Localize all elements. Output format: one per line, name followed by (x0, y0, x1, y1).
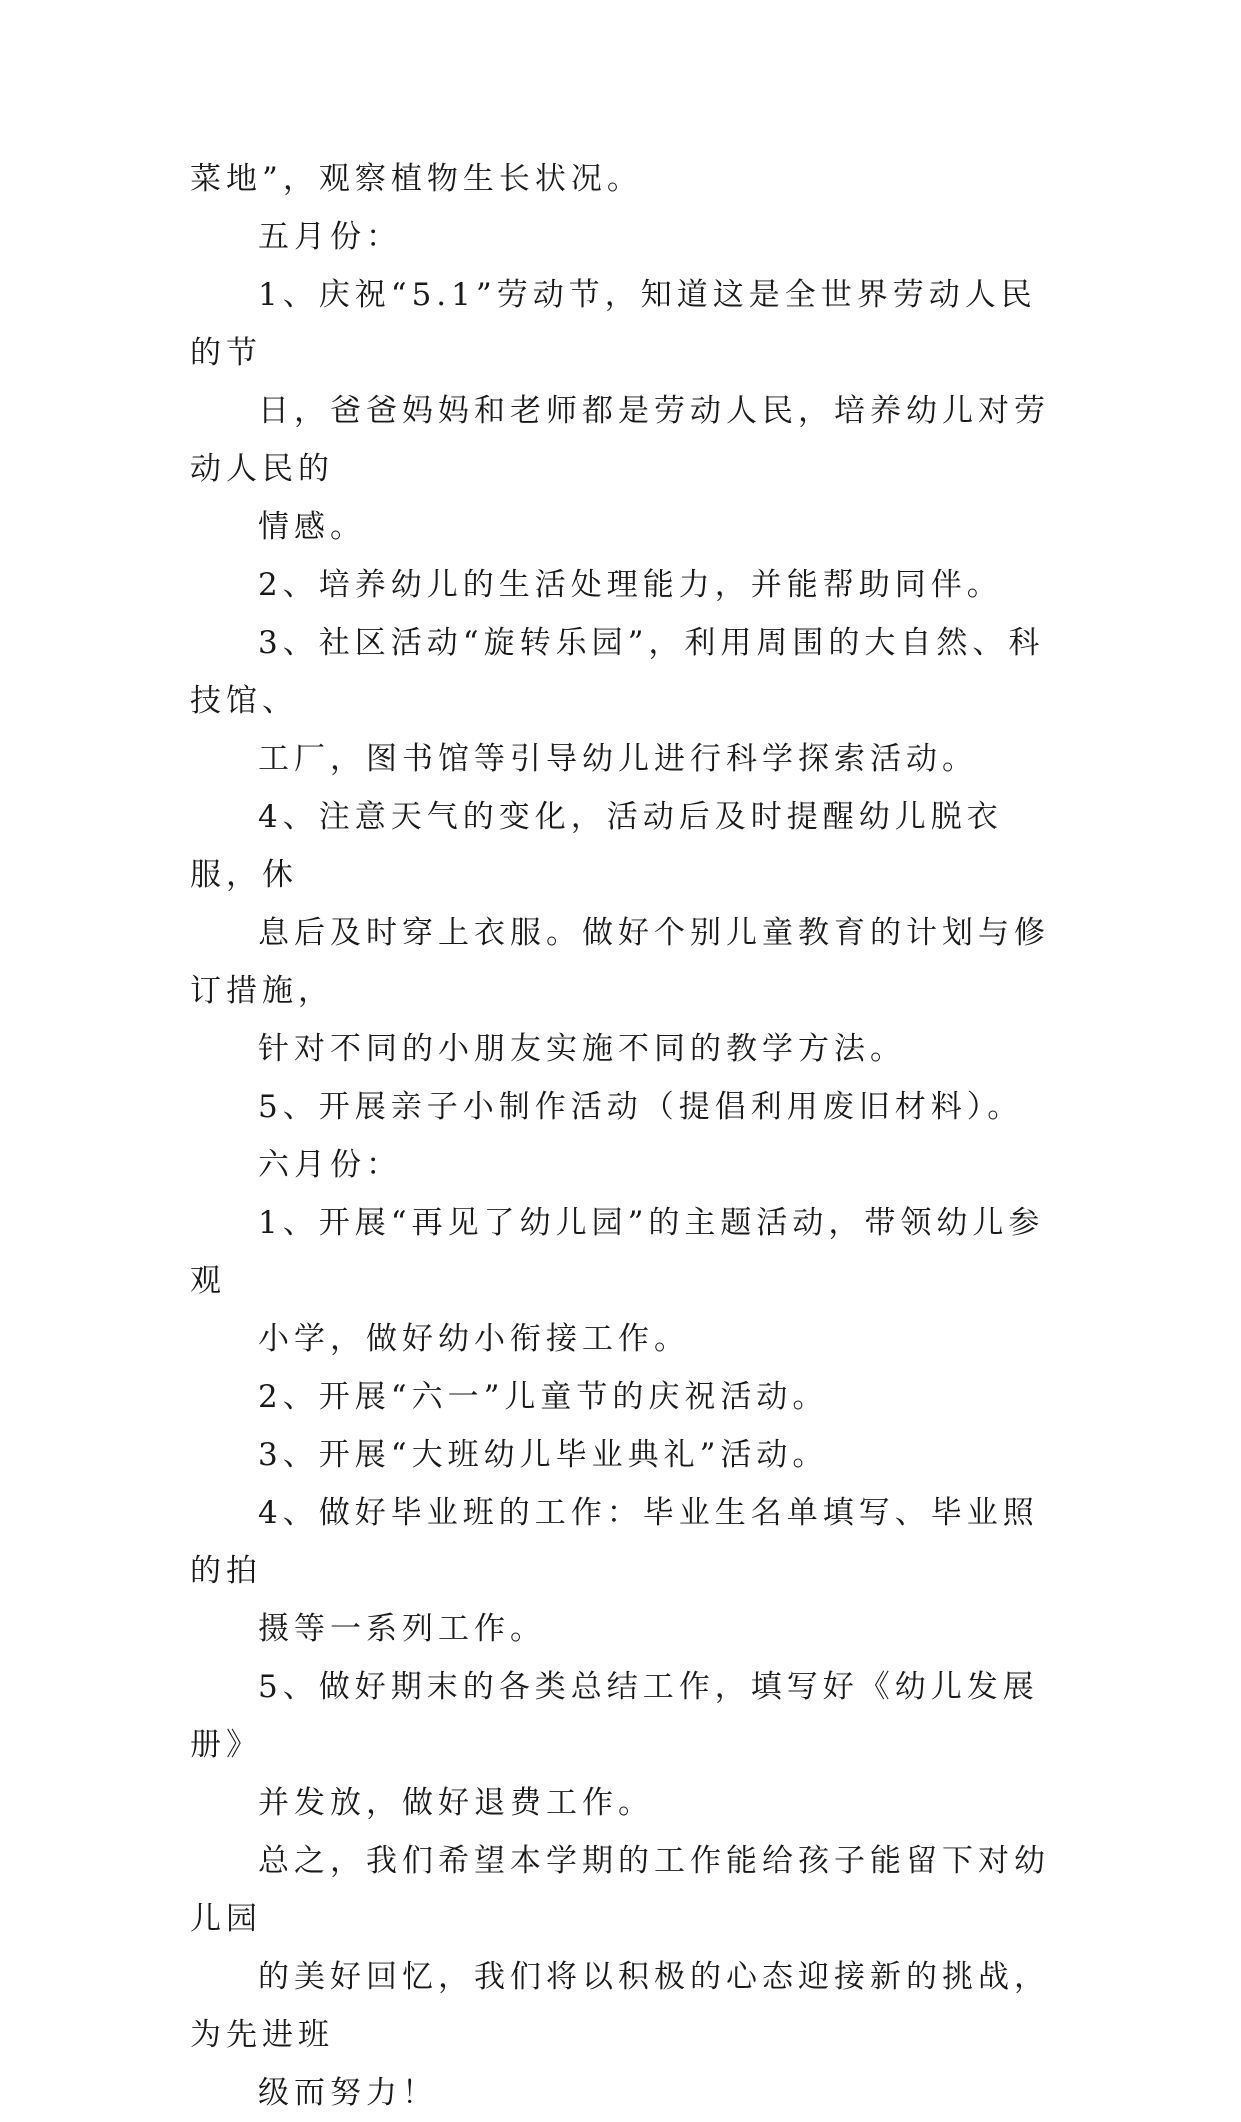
paragraph-line: 息后及时穿上衣服。做好个别儿童教育的计划与修订措施， (190, 915, 1050, 1009)
paragraph (190, 614, 1070, 788)
paragraph-line: 总之，我们希望本学期的工作能给孩子能留下对幼儿园 (190, 1843, 1050, 1937)
paragraph (190, 1832, 1070, 2122)
paragraph (190, 556, 1070, 614)
paragraph-line: 五月份： (258, 219, 402, 255)
paragraph-line: 2、开展“六一”儿童节的庆祝活动。 (258, 1379, 829, 1415)
paragraph-line: 1、庆祝“5.1”劳动节，知道这是全世界劳动人民的节 (190, 277, 1037, 371)
paragraph (190, 266, 1070, 556)
paragraph-line: 并发放，做好退费工作。 (258, 1785, 654, 1821)
paragraph-line: 5、开展亲子小制作活动（提倡利用废旧材料）。 (258, 1089, 1024, 1125)
paragraph (190, 1658, 1070, 1832)
paragraph-line: 摄等一系列工作。 (258, 1611, 546, 1647)
paragraph-line: 2、培养幼儿的生活处理能力，并能帮助同伴。 (258, 567, 1003, 603)
paragraph-line: 4、做好毕业班的工作：毕业生名单填写、毕业照的拍 (190, 1495, 1039, 1589)
paragraph (190, 1194, 1070, 1368)
paragraph-line: 六月份： (258, 1147, 402, 1183)
paragraph-line: 情感。 (258, 509, 366, 545)
paragraph-line: 日，爸爸妈妈和老师都是劳动人民，培养幼儿对劳动人民的 (190, 393, 1050, 487)
paragraph (190, 150, 1070, 208)
paragraph-line: 小学，做好幼小衔接工作。 (258, 1321, 690, 1357)
paragraph (190, 1368, 1070, 1426)
paragraph (190, 788, 1070, 1078)
paragraph (190, 1426, 1070, 1484)
paragraph-line: 的美好回忆，我们将以积极的心态迎接新的挑战，为先进班 (190, 1959, 1050, 2053)
paragraph-line: 菜地”，观察植物生长状况。 (190, 161, 643, 197)
paragraph (190, 1136, 1070, 1194)
paragraph-line: 3、社区活动“旋转乐园”，利用周围的大自然、科技馆、 (190, 625, 1045, 719)
paragraph-line: 1、开展“再见了幼儿园”的主题活动，带领幼儿参观 (190, 1205, 1045, 1299)
paragraph-line: 级而努力！ (258, 2075, 438, 2111)
paragraph-line: 工厂，图书馆等引导幼儿进行科学探索活动。 (258, 741, 978, 777)
paragraph-line: 3、开展“大班幼儿毕业典礼”活动。 (258, 1437, 829, 1473)
paragraph (190, 208, 1070, 266)
paragraph (190, 1484, 1070, 1658)
paragraph-line: 针对不同的小朋友实施不同的教学方法。 (258, 1031, 906, 1067)
paragraph-line: 5、做好期末的各类总结工作，填写好《幼儿发展册》 (190, 1669, 1039, 1763)
paragraph (190, 1078, 1070, 1136)
document-body (190, 150, 1070, 2122)
paragraph-line: 4、注意天气的变化，活动后及时提醒幼儿脱衣服，休 (190, 799, 1003, 893)
